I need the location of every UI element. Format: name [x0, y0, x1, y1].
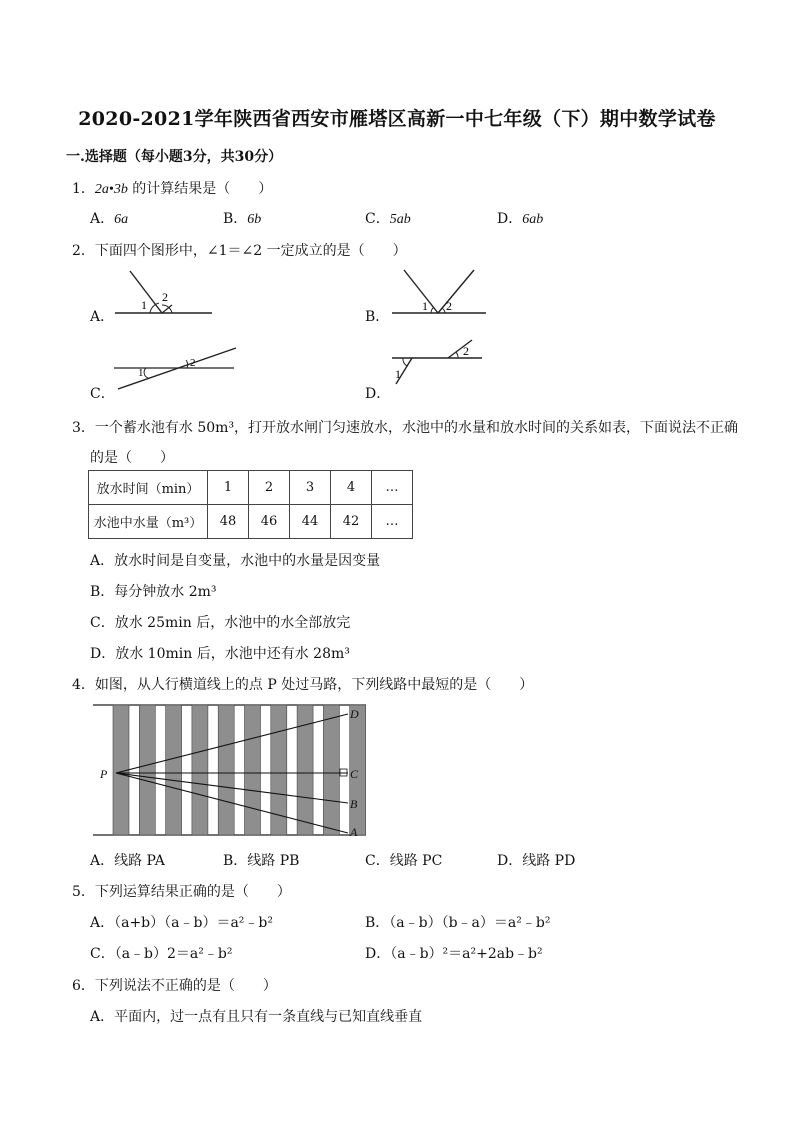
table-cell: 44	[290, 505, 331, 539]
question-5-option-c[interactable]: C．（a﹣b）2＝a²﹣b²	[90, 946, 233, 962]
point-label-d: D	[350, 707, 359, 721]
svg-text:2: 2	[446, 299, 452, 313]
question-6-option-a[interactable]: A．平面内，过一点有且只有一条直线与已知直线垂直	[90, 1009, 423, 1025]
question-3-table	[88, 470, 413, 539]
question-5-option-b[interactable]: B．（a﹣b）（b﹣a）＝a²﹣b²	[365, 915, 551, 931]
question-5-option-d[interactable]: D．（a﹣b）²＝a²+2ab﹣b²	[365, 946, 543, 962]
question-3-option-a[interactable]: A．放水时间是自变量，水池中的水量是因变量	[90, 553, 381, 569]
question-3-option-d[interactable]: D．放水 10min 后，水池中还有水 28m³	[90, 646, 350, 662]
question-1-option-d[interactable]: D．6ab	[497, 211, 544, 227]
crosswalk-stripe	[139, 705, 155, 835]
point-label-b: B	[350, 797, 358, 811]
angle-label-1: 1	[141, 298, 147, 312]
crosswalk-stripe	[218, 705, 234, 835]
question-2-option-a[interactable]: A．	[90, 309, 115, 325]
question-3-option-b[interactable]: B．每分钟放水 2m³	[90, 584, 217, 600]
svg-text:2: 2	[463, 344, 469, 358]
table-cell: 48	[208, 505, 249, 539]
figure-2a	[110, 265, 220, 320]
question-1-number: 1．	[72, 181, 95, 197]
crosswalk-stripe	[192, 705, 208, 835]
table-row	[89, 471, 413, 505]
table-cell: 42	[331, 505, 372, 539]
question-4-option-b[interactable]: B．线路 PB	[223, 853, 300, 869]
crosswalk-stripe	[323, 705, 339, 835]
question-4-option-a[interactable]: A．线路 PA	[90, 853, 165, 869]
angle-label-2: 2	[162, 290, 168, 304]
table-cell: 2	[249, 471, 290, 505]
crosswalk-stripe	[166, 705, 182, 835]
point-label-p: P	[100, 767, 108, 781]
page-title: 2020-2021学年陕西省西安市雁塔区高新一中七年级（下）期中数学试卷	[78, 108, 716, 130]
crosswalk-stripe	[245, 705, 261, 835]
question-1-text: 的计算结果是（ ）	[127, 181, 273, 197]
figure-2b	[390, 266, 490, 321]
question-2-stem: 2．下面四个图形中，∠1＝∠2 一定成立的是（ ）	[72, 243, 407, 259]
svg-text:1: 1	[422, 299, 428, 313]
svg-text:2: 2	[190, 357, 196, 369]
question-3-stem-line1: 3．一个蓄水池有水 50m³，打开放水闸门匀速放水，水池中的水量和放水时间的关系如表，下面说法不正确	[72, 420, 739, 436]
table-row	[89, 505, 413, 539]
question-3-stem-line2: 的是（ ）	[90, 450, 174, 466]
figure-2c	[112, 344, 242, 394]
question-3-option-c[interactable]: C．放水 25min 后，水池中的水全部放完	[90, 615, 351, 631]
question-4-stem: 4．如图，从人行横道线上的点 P 处过马路，下列线路中最短的是（ ）	[72, 677, 534, 693]
table-cell: 4	[331, 471, 372, 505]
table-cell: 1	[208, 471, 249, 505]
point-label-c: C	[350, 767, 359, 781]
question-1-option-b[interactable]: B．6b	[223, 211, 262, 227]
question-2-option-c[interactable]: C．	[90, 386, 115, 402]
table-cell: …	[372, 471, 413, 505]
table-row-header: 水池中水量（m³）	[89, 505, 208, 539]
question-6-stem: 6．下列说法不正确的是（ ）	[72, 978, 277, 994]
question-2-option-b[interactable]: B．	[365, 309, 390, 325]
question-1-expression: 2a•3b	[94, 182, 128, 197]
table-cell: 46	[249, 505, 290, 539]
question-4-option-d[interactable]: D．线路 PD	[497, 853, 576, 869]
table-cell: 3	[290, 471, 331, 505]
question-5-stem: 5．下列运算结果正确的是（ ）	[72, 884, 291, 900]
section-heading: 一.选择题（每小题3分，共30分）	[66, 149, 283, 165]
svg-text:1: 1	[395, 367, 401, 381]
question-1-option-a[interactable]: A．6a	[90, 211, 129, 227]
question-1-stem	[72, 178, 272, 198]
table-cell: …	[372, 505, 413, 539]
figure-2d	[390, 338, 490, 388]
svg-text:1: 1	[138, 367, 144, 379]
crosswalk-figure	[88, 700, 378, 840]
point-label-a: A	[350, 825, 358, 839]
table-row-header: 放水时间（min）	[89, 471, 208, 505]
question-1-option-c[interactable]: C．5ab	[365, 211, 411, 227]
question-5-option-a[interactable]: A．（a+b）（a﹣b）＝a²﹣b²	[90, 915, 273, 931]
question-2-option-d[interactable]: D．	[365, 386, 391, 402]
question-4-option-c[interactable]: C．线路 PC	[365, 853, 443, 869]
